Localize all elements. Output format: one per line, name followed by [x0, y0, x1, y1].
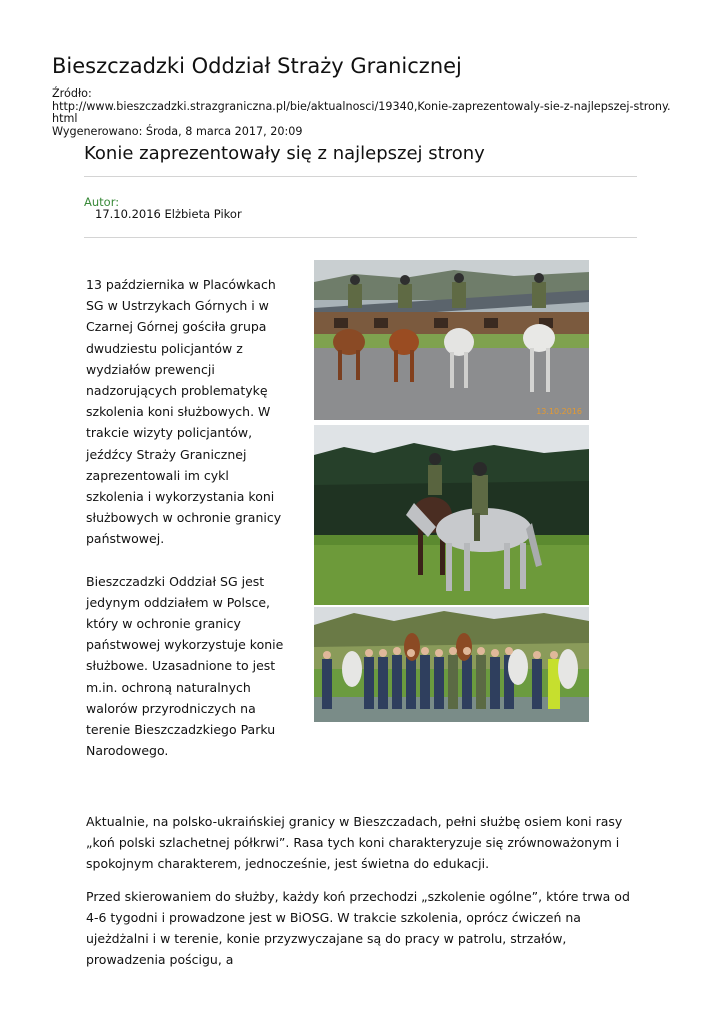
article-intro	[86, 274, 286, 782]
title-divider	[84, 176, 637, 177]
four-mounted-riders-photo	[314, 260, 589, 420]
photo-datestamp: 13.10.2016	[536, 407, 582, 416]
article-body	[86, 811, 646, 981]
paragraph: Przed skierowaniem do służby, każdy koń przechodzi „szkolenie ogólne”, które trwa od 4-6 tygodni i prowadzone jest w BiOSG. W trakcie szkolenia, oprócz ćwiczeń na ujeżdżalni i w terenie, konie przyzwyczajane są do pracy w patrolu, strzałów, prowadzenia pościgu, a	[86, 888, 630, 968]
rider-on-grey-horse-photo	[314, 425, 589, 605]
source-meta	[52, 88, 672, 138]
paragraph: Bieszczadzki Oddział SG jest jedynym oddziałem w Polsce, który w ochronie granicy państwowej wykorzystuje konie służbowe. Uzasadnione to jest m.in. ochroną naturalnych walorów przyrodniczych na terenie Bieszczadzkiego Parku Narodowego.	[86, 573, 284, 759]
source-url[interactable]: http://www.bieszczadzki.strazgraniczna.pl/bie/aktualnosci/19340,Konie-zaprezentowaly-sie-z-najlepszej-strony.html	[52, 99, 671, 126]
author-divider	[84, 237, 637, 238]
site-title: Bieszczadzki Oddział Straży Granicznej	[52, 54, 462, 78]
group-with-horses-photo	[314, 607, 589, 722]
paragraph: 13 października w Placówkach SG w Ustrzykach Górnych i w Czarnej Górnej gościła grupa dwudziestu policjantów z wydziałów prewencji nadzorujących problematykę szkolenia koni służbowych. W trakcie wizyty policjantów, jeźdźcy Straży Granicznej zaprezentowali im cykl szkolenia i wykorzystania koni służbowych w ochronie granicy państwowej.	[86, 277, 282, 547]
author-date-name: 17.10.2016 Elżbieta Pikor	[95, 207, 242, 221]
paragraph: Aktualnie, na polsko-ukraińskiej granicy w Bieszczadach, pełni służbę osiem koni rasy „koń polski szlachetnej półkrwi”. Rasa tych koni charakteryzuje się zrównoważonym i spokojnym charakterem, jednocześnie, jest świetna do edukacji.	[86, 814, 623, 872]
source-label: Źródło:	[52, 87, 92, 100]
author-label: Autor:	[84, 195, 120, 209]
generated-date: Wygenerowano: Środa, 8 marca 2017, 20:09	[52, 124, 303, 138]
article-title: Konie zaprezentowały się z najlepszej strony	[84, 143, 485, 164]
